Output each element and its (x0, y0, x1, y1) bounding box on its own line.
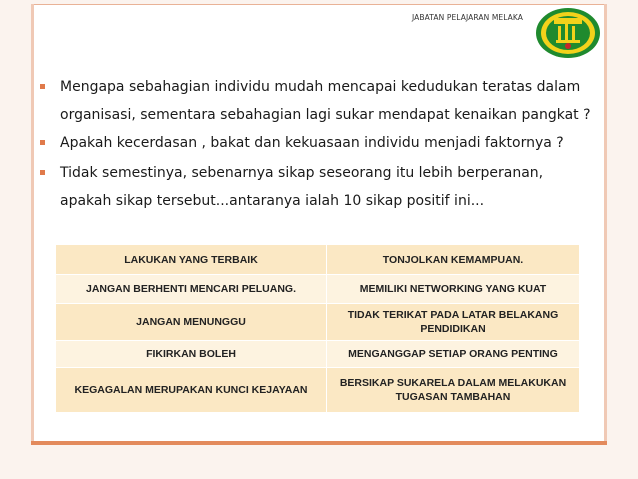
bullet-text: Apakah kecerdasan , bakat dan kekuasaan individu menjadi faktornya ? (60, 135, 564, 151)
table-cell: FIKIRKAN BOLEH (56, 341, 327, 368)
bullet-text: Mengapa sebahagian individu mudah mencapai kedudukan teratas dalam (60, 79, 581, 95)
bullet-list (40, 76, 610, 214)
table-cell: LAKUKAN YANG TERBAIK (56, 245, 327, 275)
positive-attitudes-table (55, 244, 580, 413)
melaka-education-crest-icon (534, 6, 602, 60)
table-cell: TONJOLKAN KEMAMPUAN. (327, 245, 580, 275)
table-cell: MENGANGGAP SETIAP ORANG PENTING (327, 341, 580, 368)
bullet-text-continued: apakah sikap tersebut...antaranya ialah 10 sikap positif ini... (60, 193, 485, 209)
table-cell: TIDAK TERIKAT PADA LATAR BELAKANG PENDIDIKAN (327, 304, 580, 341)
frame-right-border (604, 4, 607, 444)
table-cell: JANGAN BERHENTI MENCARI PELUANG. (56, 275, 327, 304)
bullet-square-icon (40, 140, 45, 145)
header-org-label: JABATAN PELAJARAN MELAKA (412, 13, 524, 22)
table-cell: JANGAN MENUNGGU (56, 304, 327, 341)
table-cell: KEGAGALAN MERUPAKAN KUNCI KEJAYAAN (56, 368, 327, 413)
bullet-text: Tidak semestinya, sebenarnya sikap seseorang itu lebih berperanan, (60, 165, 544, 181)
bullet-square-icon (40, 170, 45, 175)
table-cell: MEMILIKI NETWORKING YANG KUAT (327, 275, 580, 304)
frame-left-border (31, 4, 34, 444)
table-cell: BERSIKAP SUKARELA DALAM MELAKUKAN TUGASAN TAMBAHAN (327, 368, 580, 413)
table-row (56, 304, 580, 341)
frame-bottom-border (31, 441, 607, 445)
bullet-item (40, 76, 610, 126)
table-row (56, 368, 580, 413)
bullet-square-icon (40, 84, 45, 89)
bullet-item (40, 132, 610, 154)
bullet-text-continued: organisasi, sementara sebahagian lagi sukar mendapat kenaikan pangkat ? (60, 107, 591, 123)
table-row (56, 245, 580, 275)
table-row (56, 275, 580, 304)
table-row (56, 341, 580, 368)
bullet-item (40, 162, 610, 212)
